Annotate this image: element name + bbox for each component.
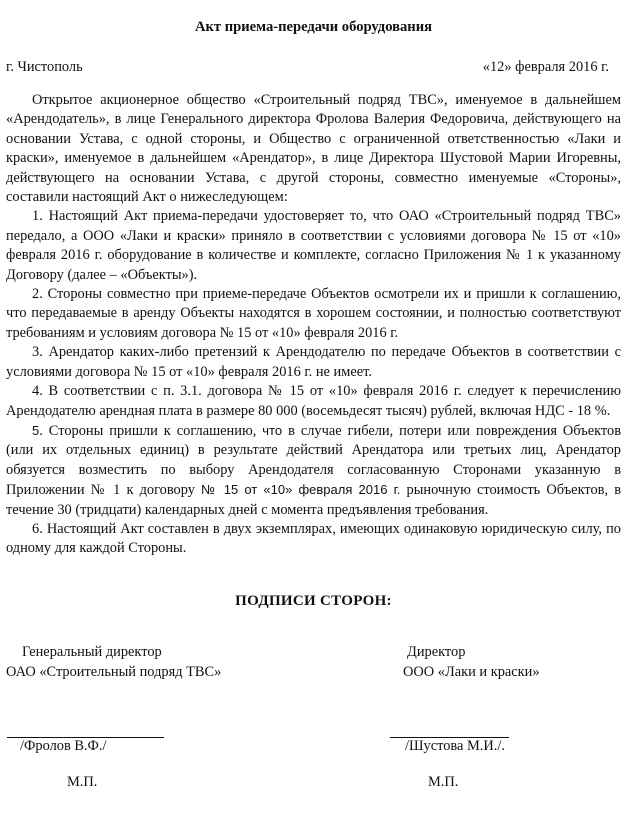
clause-6: 6. Настоящий Акт составлен в двух экземплярах, имеющих одинаковую юридическую силу, по одному для каждой Стороны. (6, 520, 621, 557)
city: г. Чистополь (6, 59, 83, 75)
left-signatory-name: /Фролов В.Ф./ (20, 738, 107, 754)
right-signatory-name: /Шустова М.И./. (405, 738, 505, 754)
clause-5 (6, 421, 621, 520)
right-stamp-place: М.П. (428, 774, 459, 790)
signatures-heading: ПОДПИСИ СТОРОН: (235, 593, 392, 609)
clause-3: 3. Арендатор каких-либо претензий к Арендодателю по передаче Объектов в соответствии с условиями договора № 15 от «10» февраля 2016 г. не имеет. (6, 344, 621, 380)
left-stamp-place: М.П. (67, 774, 98, 790)
clause-5-contract-ref: № 15 от «10» февраля 2016 г. (201, 482, 401, 498)
clause-5-text-c: рыночную стоимость Объектов, в течение 30 (тридцати) календарных дней с момента предъявления требования. (6, 482, 621, 518)
clause-5-sans-word: что (262, 422, 283, 438)
document-title: Акт приема-передачи оборудования (194, 19, 433, 35)
clause-2: 2. Стороны совместно при приеме-передаче Объектов осмотрели их и пришли к соглашению, что передаваемые в аренду Объекты находятся в хорошем состоянии, и полностью соответствуют требованиям и условиям договора № 15 от «10» февраля 2016 г. (6, 286, 621, 341)
document-body (6, 91, 621, 559)
clause-1: 1. Настоящий Акт приема-передачи удостоверяет то, что ОАО «Строительный подряд ТВС» передало, а ООО «Лаки и краски» приняло в соответствии с условиями договора № 15 от «10» февраля 2016 г. оборудование в количестве и комплекте, согласно Приложения № 1 к указанному Договору (далее – «Объекты»). (6, 208, 621, 283)
right-signatory-organization: ООО «Лаки и краски» (403, 664, 540, 680)
left-signatory-organization: ОАО «Строительный подряд ТВС» (6, 664, 222, 680)
document-date: «12» февраля 2016 г. (482, 59, 609, 75)
clause-5-number: 5 (32, 422, 40, 438)
right-signatory-position: Директор (407, 644, 466, 660)
left-signatory-position: Генеральный директор (22, 644, 162, 660)
clause-5-text-b: в случае гибели, потери или повреждения Объектов (или их отдельных единиц) в результате действий Арендатора или третьих лиц, Арендатор обязуется возместить по выбору Арендодателя согласованную Сторонами указанную в Приложении № 1 к договору (6, 422, 621, 499)
clause-5-text-a: . Стороны пришли к соглашению, (39, 422, 263, 439)
intro-paragraph: Открытое акционерное общество «Строительный подряд ТВС», именуемое в дальнейшем «Арендодатель», в лице Генерального директора Фролова Валерия Федоровича, действующего на основании Устава, с одной стороны, и Общество с ограниченной ответственностью «Лаки и краски», именуемое в дальнейшем «Арендатор», в лице Директора Шустовой Марии Игоревны, действующего на основании Устава, с другой стороны, совместно именуемые «Стороны», составили настоящий Акт о нижеследующем: (6, 92, 621, 206)
clause-4: 4. В соответствии с п. 3.1. договора № 15 от «10» февраля 2016 г. следует к перечислению Арендодателю арендная плата в размере 80 000 (восемьдесят тысяч) рублей, включая НДС - 18 %. (6, 383, 621, 419)
